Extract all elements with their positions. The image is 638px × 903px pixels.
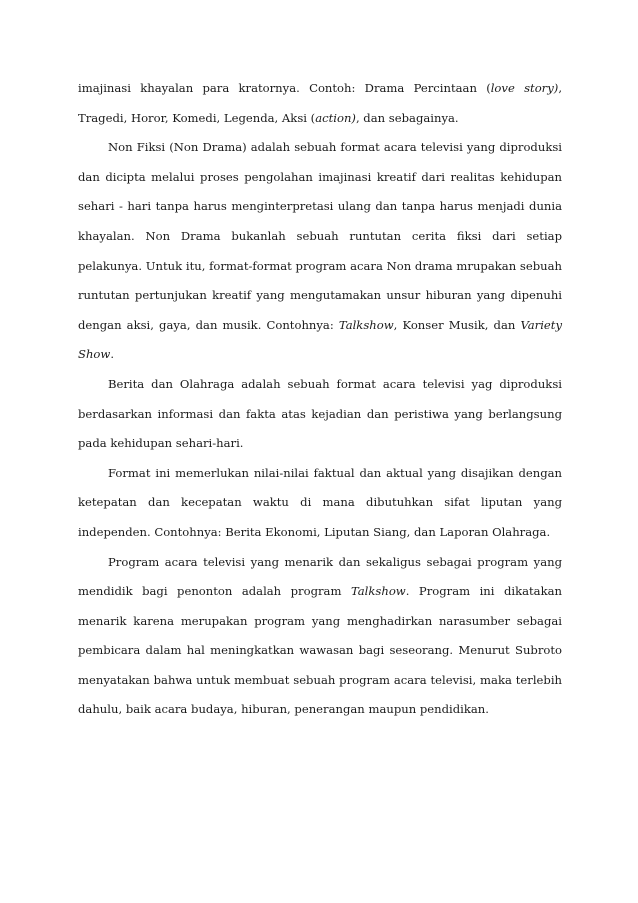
text-segment: , Tragedi, Horor, Komedi, Legenda, Aksi ( [78,81,562,125]
italic-segment: action) [315,110,356,125]
text-segment: . [110,347,115,362]
text-segment: Berita dan Olahraga adalah sebuah format acara televisi yag diproduksi berdasarkan informasi dan fakta atas kejadian dan peristiwa yang berlangsung pada kehidupan sehari-hari. [78,376,562,451]
text-segment: Format ini memerlukan nilai-nilai faktual dan aktual yang disajikan dengan ketepatan dan kecepatan waktu di mana dibutuhkan sifat liputan yang independen. Contohnya: Berita Ekonomi, Liputan Siang, dan Laporan Olahraga. [78,465,562,539]
paragraph-format [78,459,562,548]
text-segment: Program acara televisi yang menarik dan sekaligus sebagai program yang mendidik bagi penonton adalah program [78,554,562,599]
paragraph-berita-olahraga [78,370,562,459]
italic-segment: Talkshow [350,584,406,599]
italic-segment: love story) [490,81,559,95]
paragraph-non-fiksi [78,133,562,370]
text-segment: , dan sebagainya. [355,110,459,125]
body-text [78,74,562,725]
text-segment: , Konser Musik, dan [393,317,521,332]
italic-segment: Variety Show [78,317,562,362]
paragraph-program-talkshow [78,548,562,726]
paragraph-drama-examples [78,74,562,133]
italic-segment: Talkshow [338,317,394,332]
text-segment: . Program ini dikatakan menarik karena merupakan program yang menghadirkan narasumber sebagai pembicara dalam hal meningkatkan wawasan bagi seseorang. Menurut Subroto menyatakan bahwa untuk membuat sebuah program acara televisi, maka terlebih dahulu, baik acara budaya, hiburan, penerangan maupun pendidikan. [78,584,562,717]
text-segment: imajinasi khayalan para kratornya. Contoh: Drama Percintaan ( [78,81,491,95]
text-segment: Non Fiksi (Non Drama) adalah sebuah format acara televisi yang diproduksi dan dicipta melalui proses pengolahan imajinasi kreatif dari realitas kehidupan sehari - hari tanpa harus menginterpretasi ulang dan tanpa harus menjadi dunia khayalan. Non Drama bukanlah sebuah runtutan cerita fiksi dari setiap pelakunya. Untuk itu, format-format program acara Non drama mrupakan sebuah runtutan pertunjukan kreatif yang mengutamakan unsur hiburan yang dipenuhi dengan aksi, gaya, dan musik. Contohnya: [78,140,562,332]
